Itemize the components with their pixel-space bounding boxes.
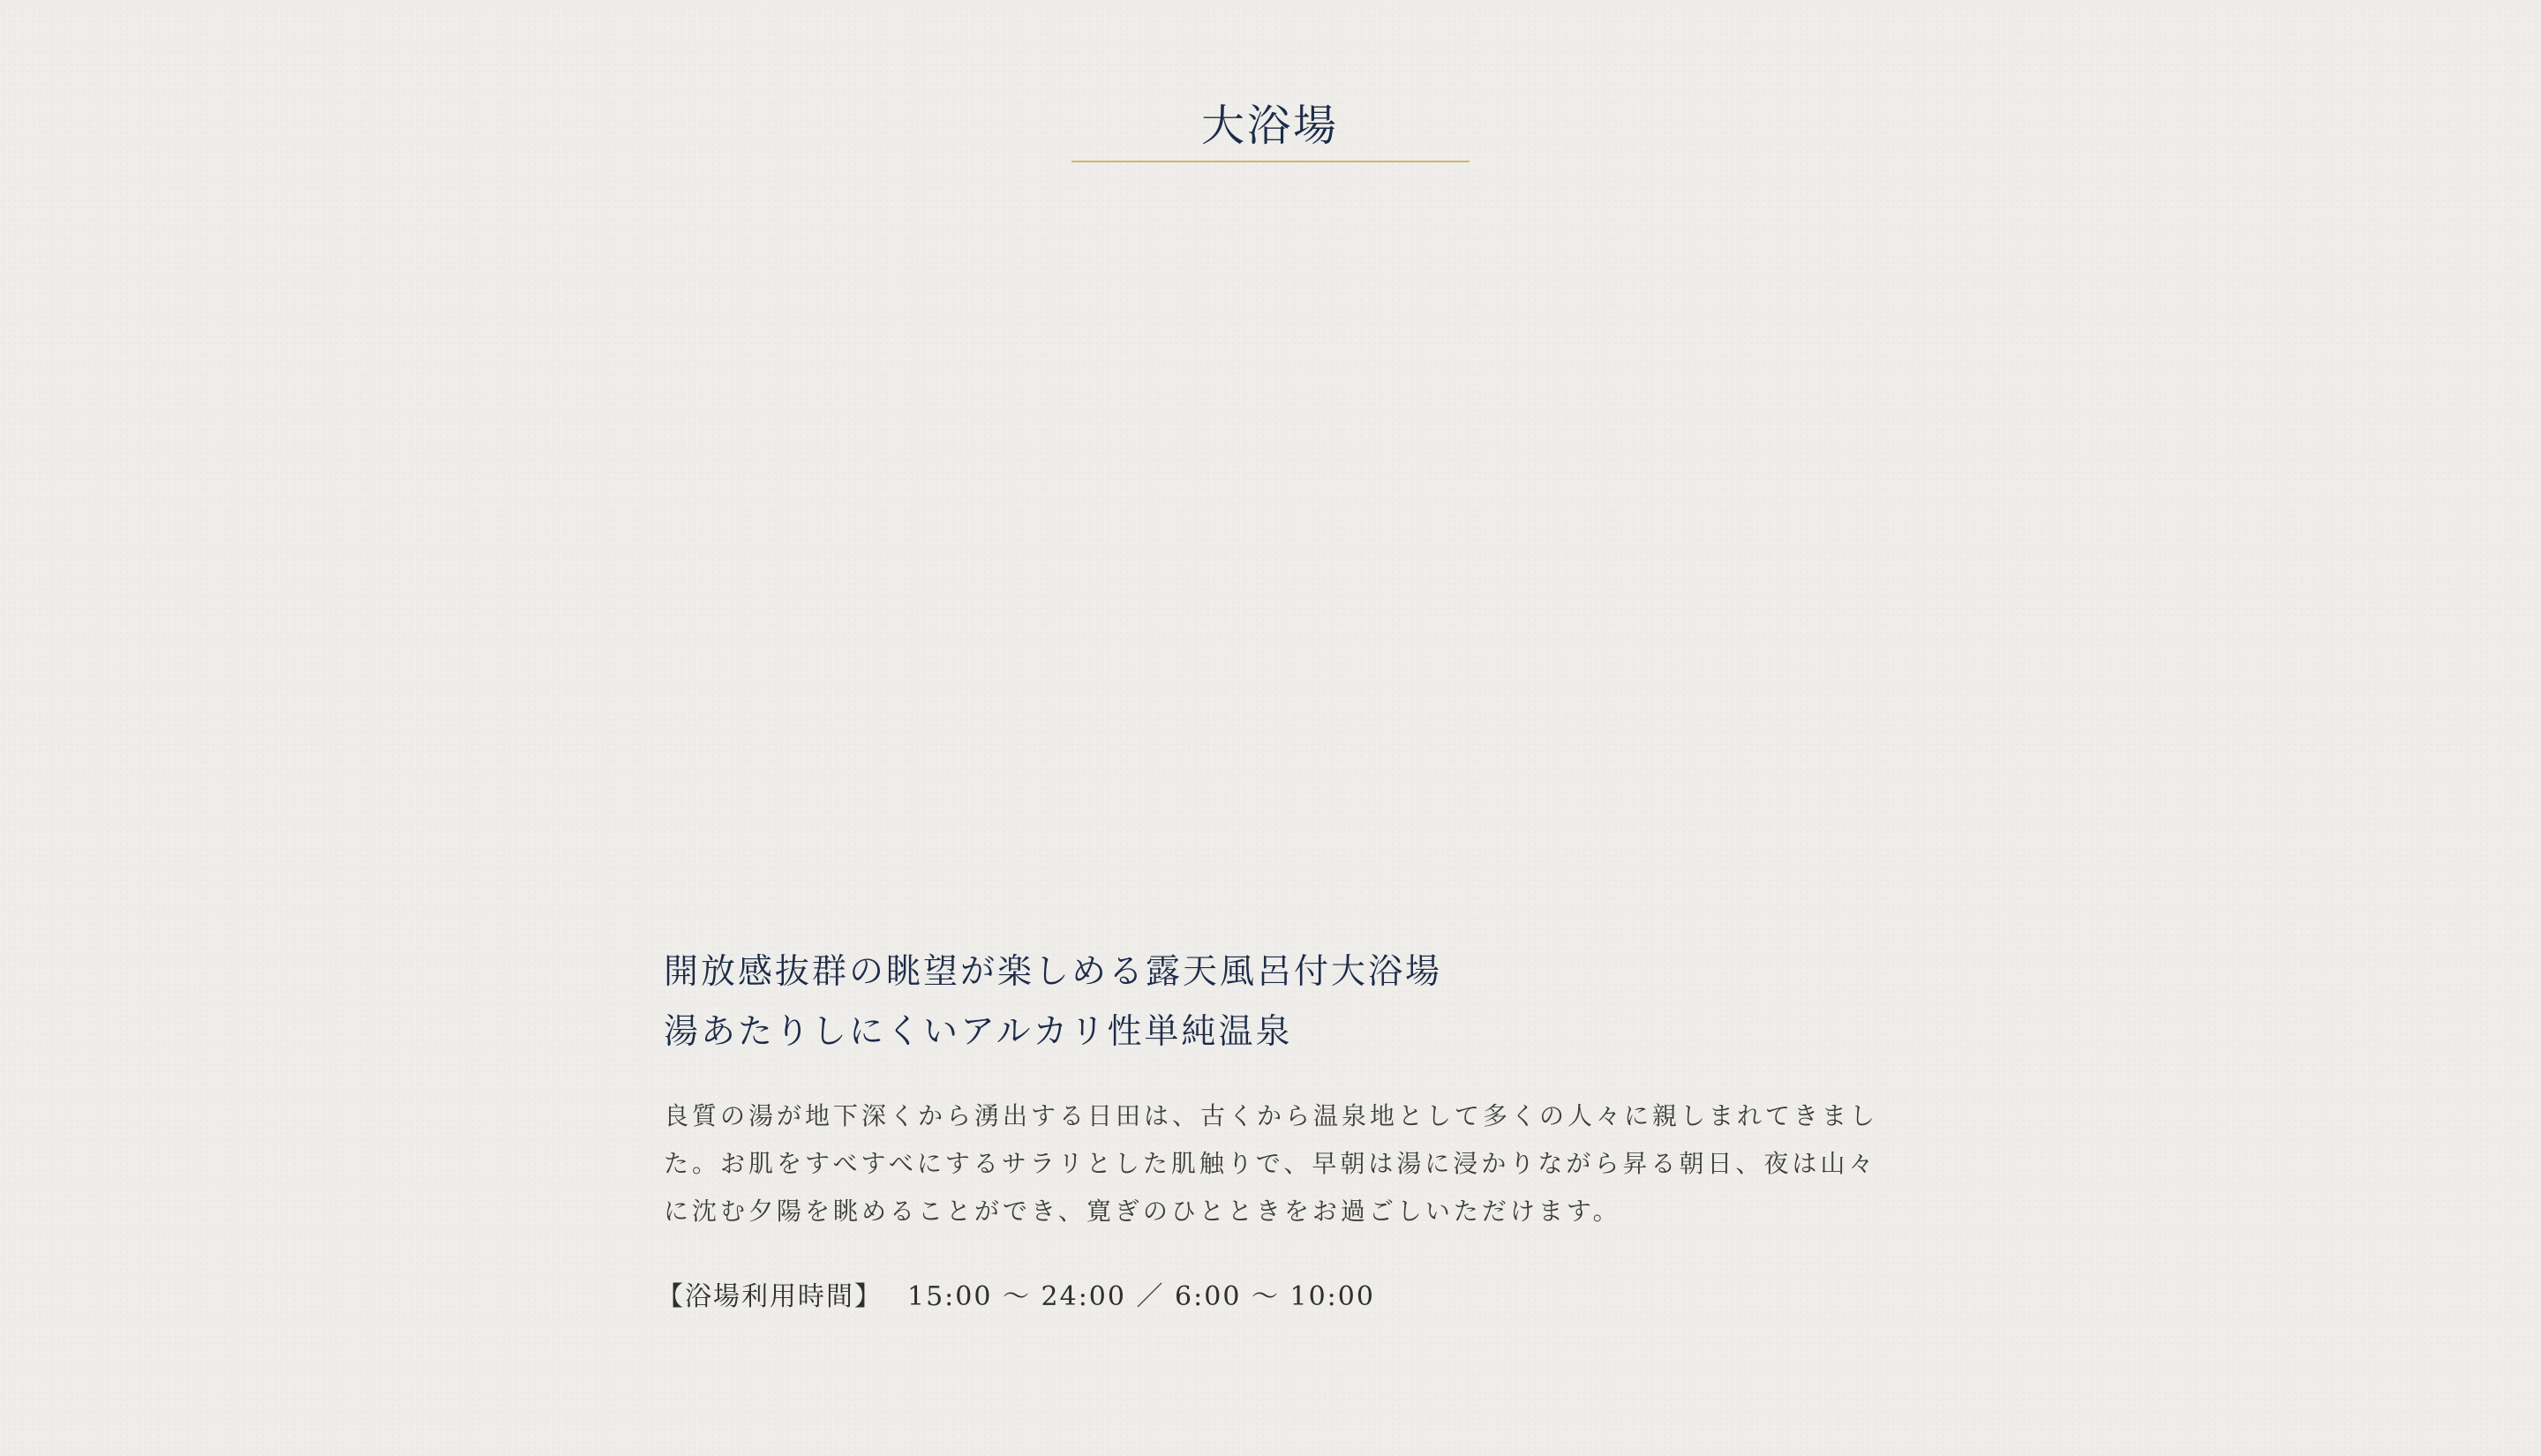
bath-hours	[657, 1278, 1899, 1317]
feature-description: 良質の湯が地下深くから湧出する日田は、古くから温泉地として多くの人々に親しまれてきました。お肌をすべすべにするサラリとした肌触りで、早朝は湯に浸かりながら昇る朝日、夜は山々に沈む夕陽を眺めることができ、寛ぎのひとときをお過ごしいただけます。	[664, 1101, 1879, 1226]
bath-hours-value: 15:00 〜 24:00 ／ 6:00 〜 10:00	[907, 1281, 1375, 1312]
feature-headline-line-2: 湯あたりしにくいアルカリ性単純温泉	[664, 1012, 1293, 1052]
title-underline	[1071, 161, 1470, 162]
section-title: 大浴場	[1200, 101, 1339, 151]
feature-headline-line-1: 開放感抜群の眺望が楽しめる露天風呂付大浴場	[664, 952, 1443, 992]
image-placeholder	[664, 221, 1878, 891]
bath-hours-label: 【浴場利用時間】	[657, 1281, 883, 1312]
feature-content	[657, 942, 1899, 1317]
feature-headline	[664, 942, 1899, 1062]
